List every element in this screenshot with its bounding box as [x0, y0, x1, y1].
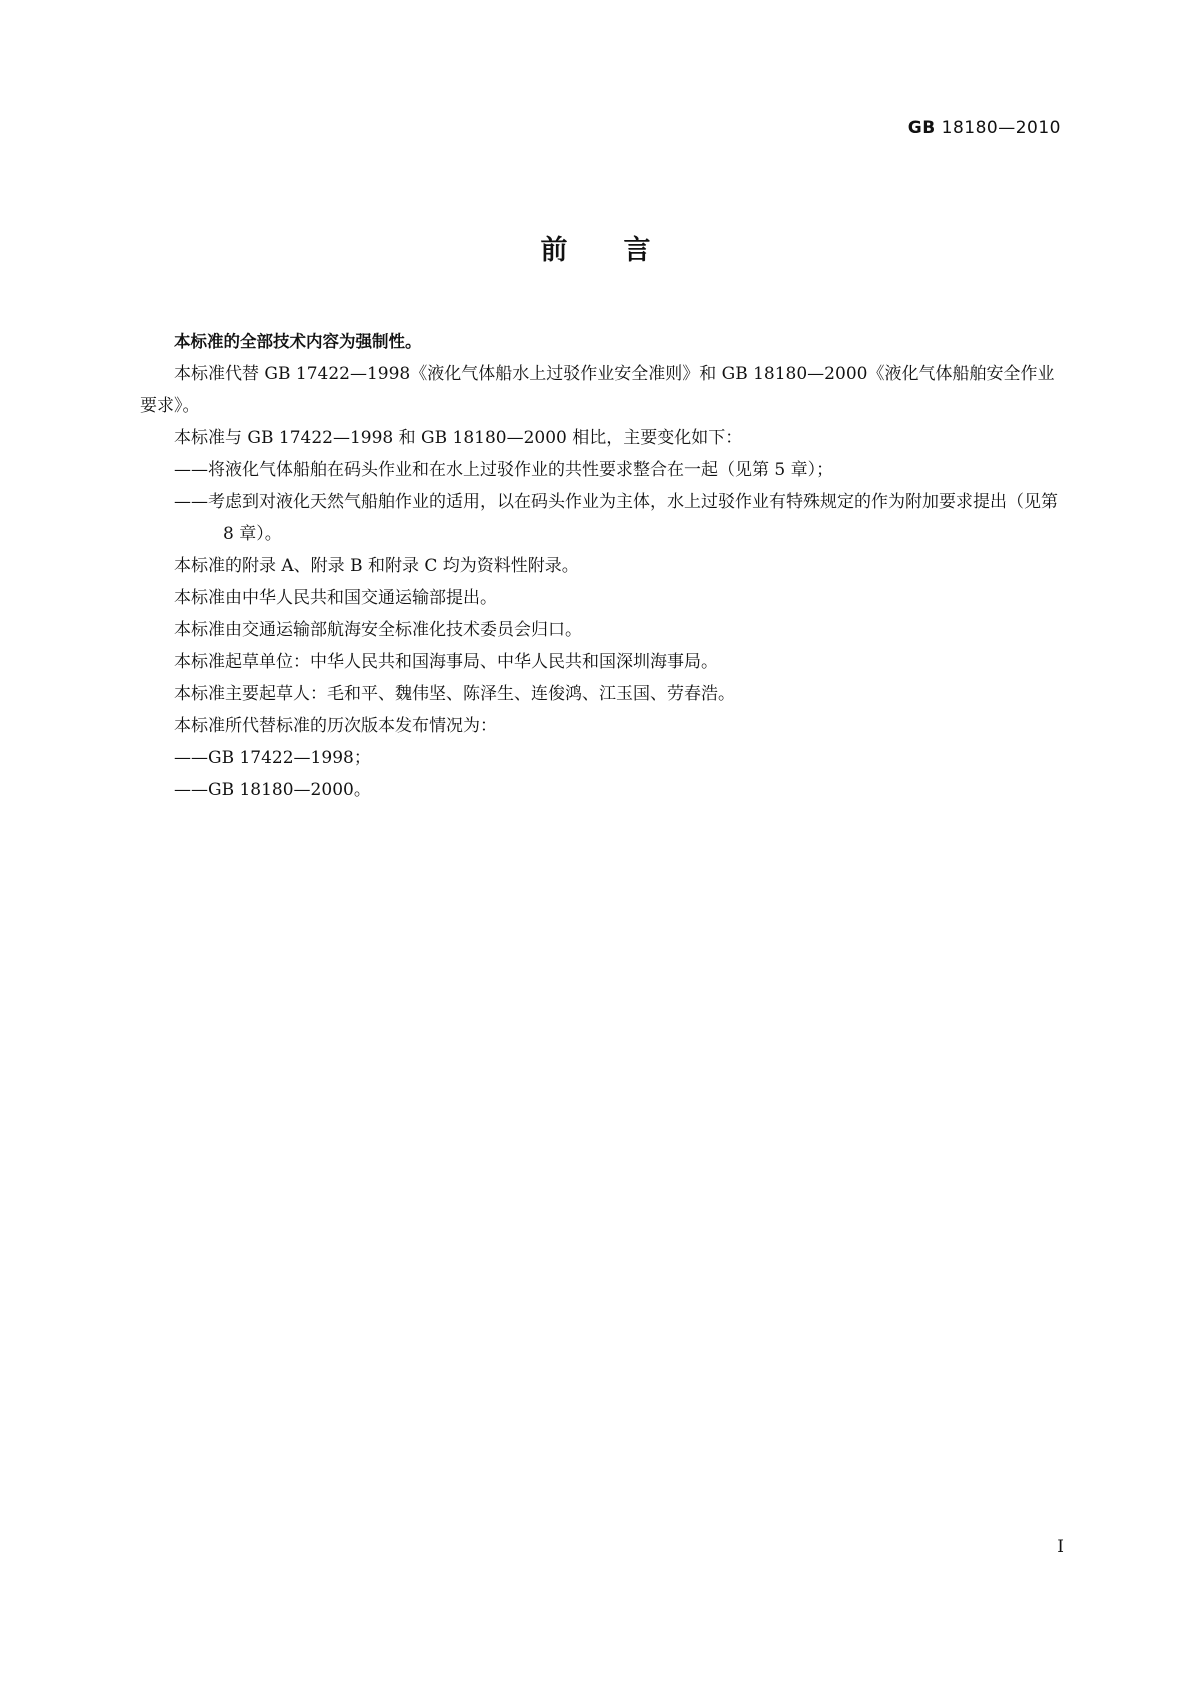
paragraph-changes: 本标准与 GB 17422—1998 和 GB 18180—2000 相比，主要变化如下：: [174, 428, 743, 448]
page-number: I: [1057, 1537, 1064, 1557]
paragraph-drafters: 本标准主要起草人：毛和平、魏伟坚、陈泽生、连俊鸿、江玉国、劳春浩。: [174, 684, 735, 704]
paragraph-mandatory: 本标准的全部技术内容为强制性。: [174, 332, 422, 351]
standard-code-number: 18180—2010: [941, 118, 1061, 138]
standard-code: [908, 118, 1061, 138]
list-item: ——GB 17422—1998；: [174, 748, 371, 768]
list-item: ——GB 18180—2000。: [174, 780, 371, 800]
standard-code-prefix: GB: [907, 118, 936, 138]
paragraph-proposer: 本标准由中华人民共和国交通运输部提出。: [174, 588, 497, 608]
foreword-body: [140, 326, 1060, 806]
list-item: ——考虑到对液化天然气船舶作业的适用，以在码头作业为主体，水上过驳作业有特殊规定的作为附加要求提出（见第 8 章）。: [174, 492, 1058, 544]
paragraph-drafting-units: 本标准起草单位：中华人民共和国海事局、中华人民共和国深圳海事局。: [174, 652, 718, 672]
paragraph-annexes: 本标准的附录 A、附录 B 和附录 C 均为资料性附录。: [174, 556, 579, 576]
paragraph-replaces: 本标准代替 GB 17422—1998《液化气体船水上过驳作业安全准则》和 GB 18180—2000《液化气体船舶安全作业要求》。: [140, 364, 1055, 416]
list-item: ——将液化气体船舶在码头作业和在水上过驳作业的共性要求整合在一起（见第 5 章）；: [174, 460, 834, 480]
paragraph-history: 本标准所代替标准的历次版本发布情况为：: [174, 716, 497, 736]
paragraph-committee: 本标准由交通运输部航海安全标准化技术委员会归口。: [174, 620, 582, 640]
page-title: 前言: [540, 235, 707, 266]
